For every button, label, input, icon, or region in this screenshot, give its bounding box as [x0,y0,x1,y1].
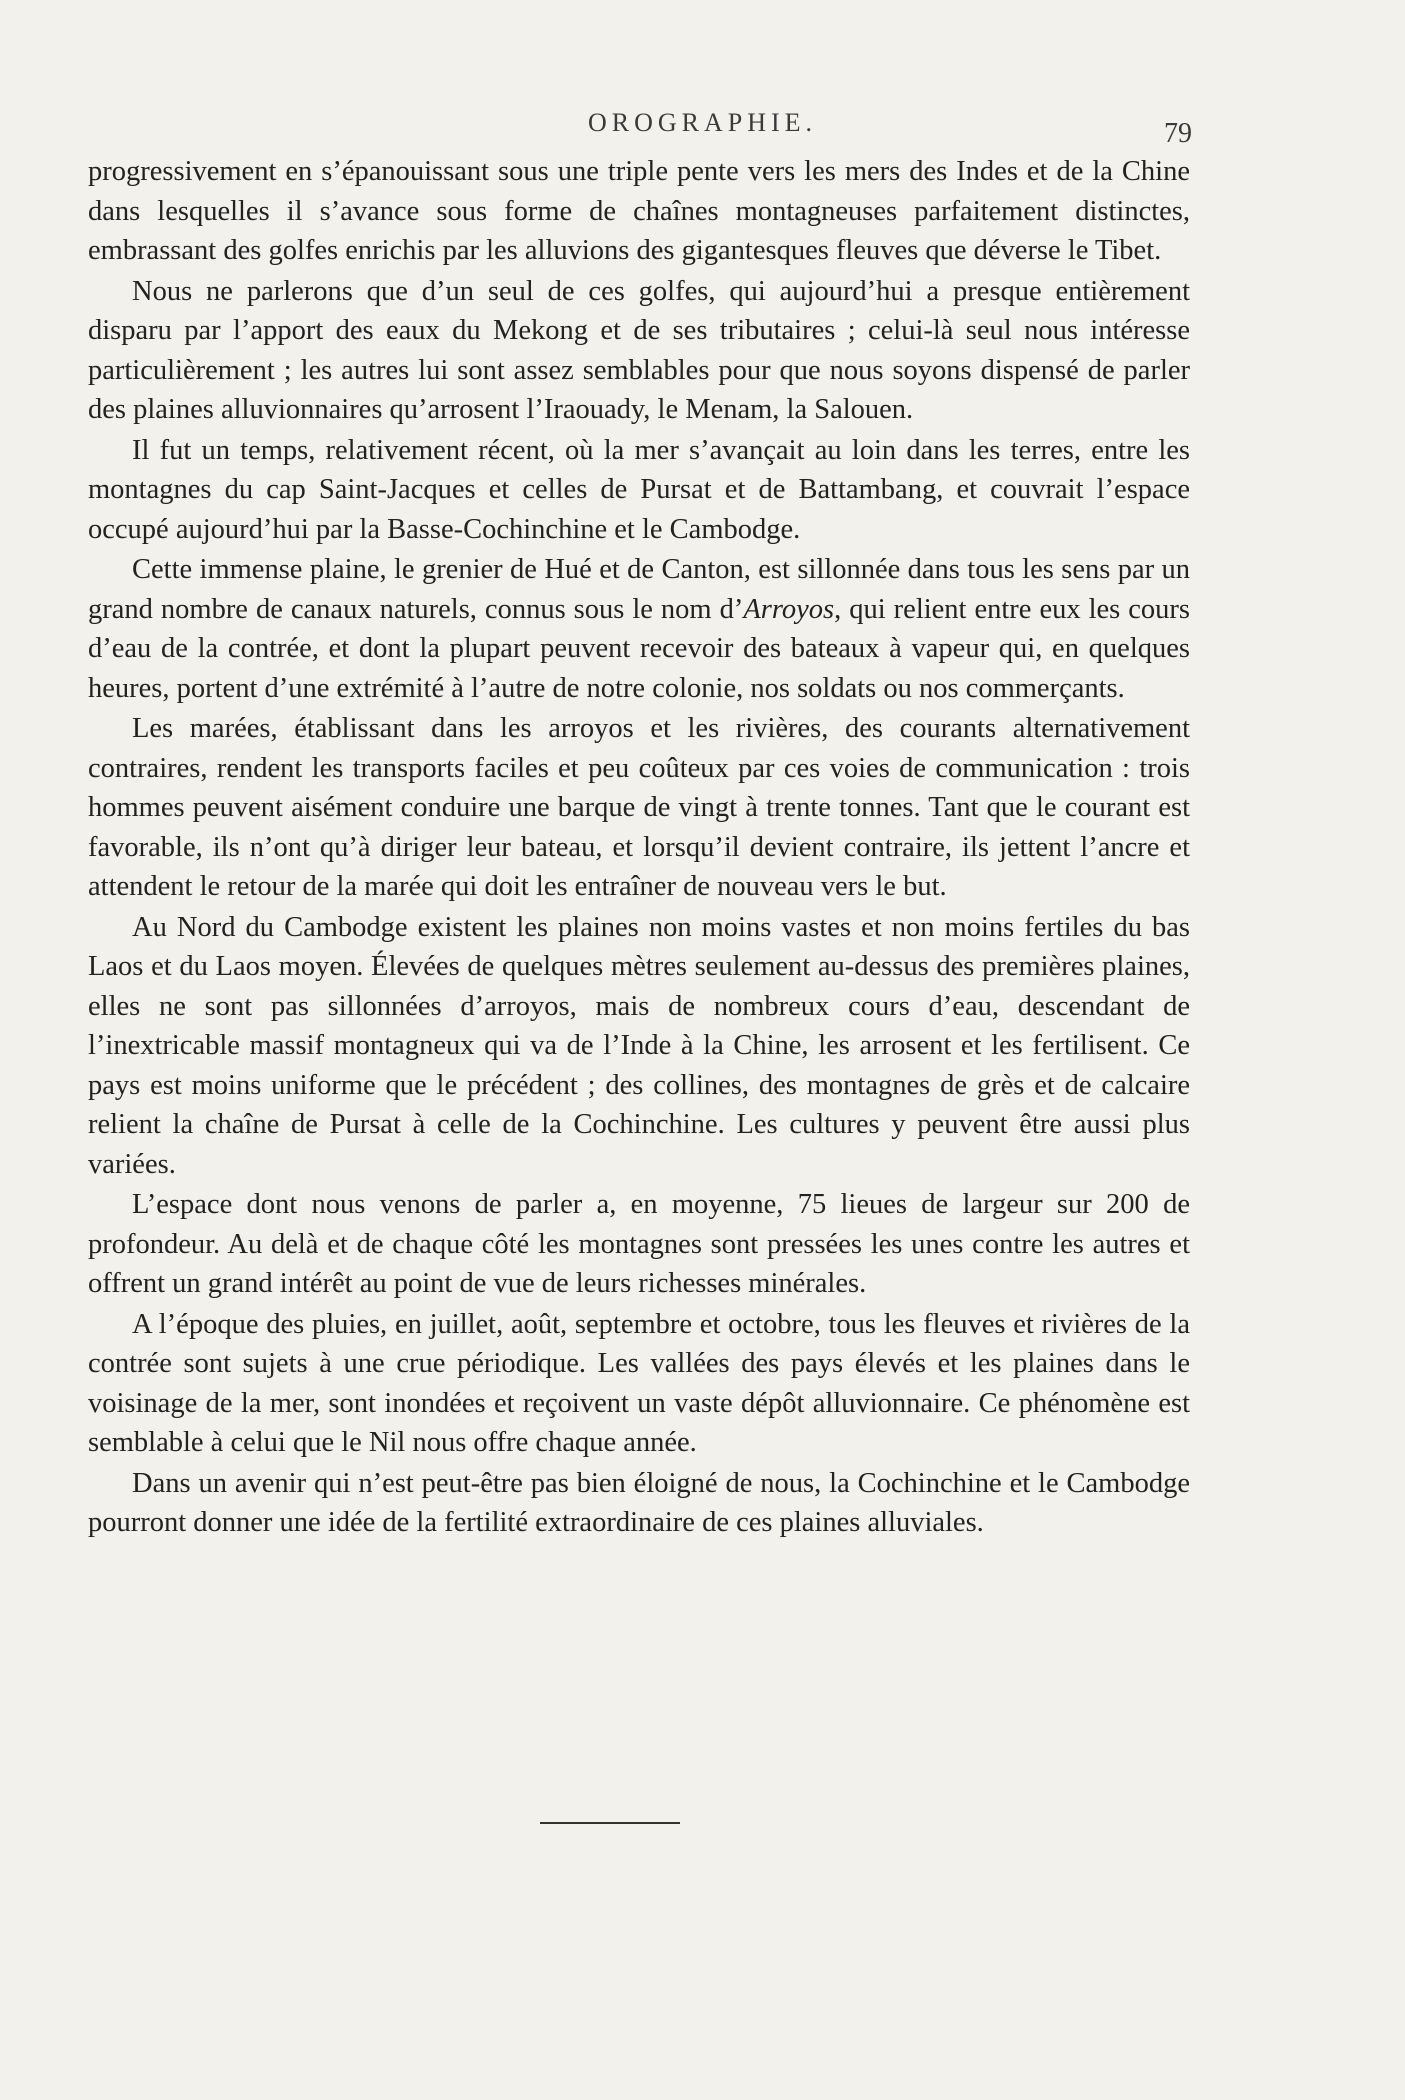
page-number: 79 [1164,118,1192,149]
paragraph-text: Cette immense plaine, le grenier de Hué et de Canton, est sillonnée dans tous les sens par un grand nombre de canaux naturels, connus sous le nom d’ [88,554,1190,625]
paragraph: Il fut un temps, relativement récent, où la mer s’avançait au loin dans les terres, entre les montagnes du cap Saint-Jacques et celles de Pursat et de Battambang, et couvrait l’espace occupé aujourd’hui par la Basse-Cochinchine et le Cambodge. [88,434,1190,545]
paragraph-continuation: progressivement en s’épanouissant sous une triple pente vers les mers des Indes et de la Chine dans lesquelles il s’avance sous forme de chaînes montagneuses parfaitement distinctes, embrassant des golfes enrichis par les alluvions des gigantesques fleuves que déverse le Tibet. [88,156,1190,266]
paragraph [88,550,1190,708]
paragraph: Nous ne parlerons que d’un seul de ces golfes, qui aujourd’hui a presque entièrement disparu par l’apport des eaux du Mekong et de ses tributaires ; celui-là seul nous intéresse particulièrement ; les autres lui sont assez semblables pour que nous soyons dispensé de parler des plaines alluvionnaires qu’arrosent l’Iraouady, le Menam, la Salouen. [88,275,1190,425]
paragraph: Les marées, établissant dans les arroyos et les rivières, des courants alternativement contraires, rendent les transports faciles et peu coûteux par ces voies de communication : trois hommes peuvent aisément conduire une barque de vingt à trente tonnes. Tant que le courant est favorable, ils n’ont qu’à diriger leur bateau, et lorsqu’il devient contraire, ils jettent l’ancre et attendent le retour de la marée qui doit les entraîner de nouveau vers le but. [88,713,1190,902]
running-title: OROGRAPHIE. [587,108,818,137]
paragraph: A l’époque des pluies, en juillet, août, septembre et octobre, tous les fleuves et rivières de la contrée sont sujets à une crue périodique. Les vallées des pays élevés et les plaines dans le voisinage de la mer, sont inondées et reçoivent un vaste dépôt alluvionnaire. Ce phénomène est semblable à celui que le Nil nous offre chaque année. [88,1308,1190,1458]
paragraph-text: , qui relient entre eux les cours d’eau de la contrée, et dont la plupart peuvent recevoir des bateaux à vapeur qui, en quelques heures, portent d’une extrémité à l’autre de notre colonie, nos soldats ou nos commerçants. [88,593,1190,704]
body-text [88,152,1190,1544]
italic-term: Arroyos [743,593,835,625]
section-end-rule [540,1822,680,1824]
paragraph: Dans un avenir qui n’est peut-être pas bien éloigné de nous, la Cochinchine et le Cambodge pourront donner une idée de la fertilité extraordinaire de ces plaines alluviales. [88,1467,1190,1538]
paragraph: Au Nord du Cambodge existent les plaines non moins vastes et non moins fertiles du bas Laos et du Laos moyen. Élevées de quelques mètres seulement au-dessus des premières plaines, elles ne sont pas sillonnées d’arroyos, mais de nombreux cours d’eau, descendant de l’inextricable massif montagneux qui va de l’Inde à la Chine, les arrosent et les fertilisent. Ce pays est moins uniforme que le précédent ; des collines, des montagnes de grès et de calcaire relient la chaîne de Pursat à celle de la Cochinchine. Les cultures y peuvent être aussi plus variées. [88,911,1190,1180]
paragraph: L’espace dont nous venons de parler a, en moyenne, 75 lieues de largeur sur 200 de profondeur. Au delà et de chaque côté les montagnes sont pressées les unes contre les autres et offrent un grand intérêt au point de vue de leurs richesses minérales. [88,1189,1190,1299]
